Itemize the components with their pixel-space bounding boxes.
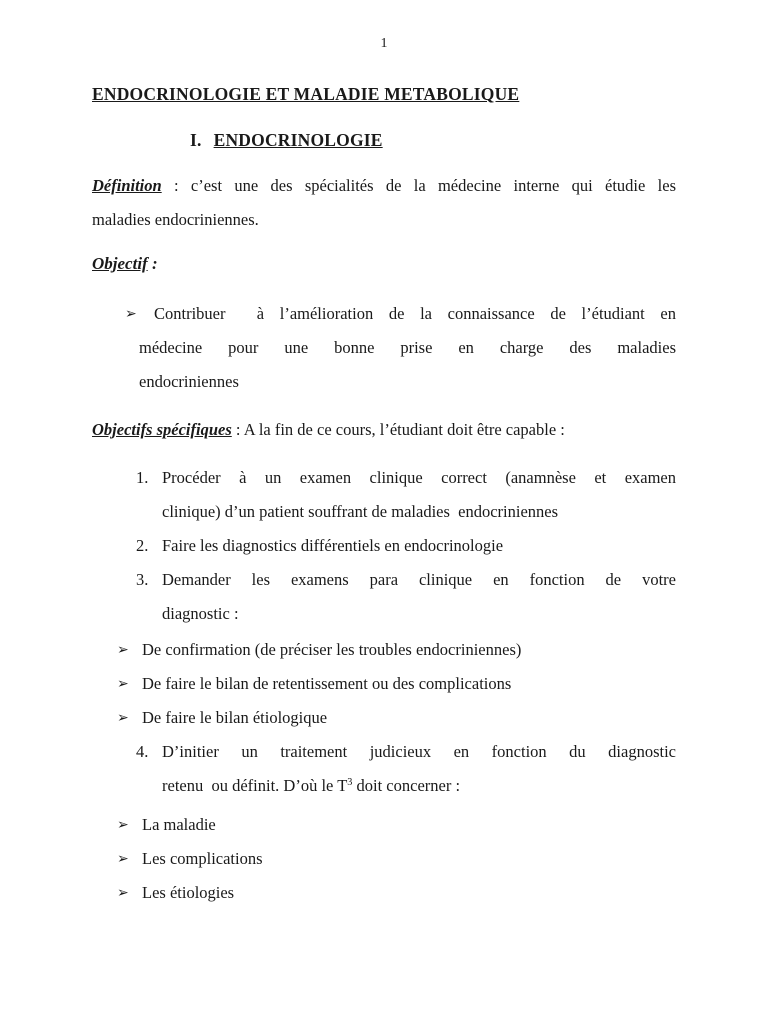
list-number-1: 1. (136, 468, 149, 487)
objectif-colon: : (147, 254, 158, 273)
objectifs-specifiques-label: Objectifs spécifiques (92, 420, 232, 439)
numbered-item-3-line-1: Demander les examens para clinique en fonction de votre (162, 570, 676, 589)
final-bullet-3-text: Les étiologies (142, 883, 235, 902)
confirmation-bullet-3 (92, 701, 676, 735)
numbered-item-3 (92, 563, 676, 631)
confirmation-bullet-2-text: De faire le bilan de retentissement ou des complications (142, 674, 512, 693)
objectif-bullet-item (92, 297, 676, 399)
objectifs-specifiques-text: : A la fin de ce cours, l’étudiant doit être capable : (231, 420, 565, 439)
definition-line-1-text: : c’est une des spécialités de la médecine interne qui étudie les (161, 176, 676, 195)
section-numeral: I. (190, 130, 202, 150)
final-bullet-2 (92, 842, 676, 876)
arrow-bullet-icon: ➢ (117, 817, 129, 833)
confirmation-bullet-3-text: De faire le bilan étiologique (142, 708, 328, 727)
list-number-3: 3. (136, 570, 149, 589)
confirmation-bullet-1 (92, 633, 676, 667)
definition-line-1 (92, 169, 676, 203)
confirmation-bullet-2 (92, 667, 676, 701)
numbered-item-2-line-1: Faire les diagnostics différentiels en endocrinologie (162, 536, 504, 555)
objectif-bullet-line-3: endocriniennes (139, 372, 239, 391)
arrow-bullet-icon: ➢ (125, 306, 137, 322)
arrow-bullet-icon: ➢ (117, 885, 129, 901)
numbered-item-1-line-2: clinique) d’un patient souffrant de maladies endocriniennes (162, 502, 559, 521)
arrow-bullet-icon: ➢ (117, 851, 129, 867)
list-number-2: 2. (136, 536, 149, 555)
numbered-item-1-line-1: Procéder à un examen clinique correct (anamnèse et examen (162, 468, 676, 487)
objectif-bullet-line-1: Contribuer à l’amélioration de la connaissance de l’étudiant en (154, 304, 676, 323)
numbered-item-4-line-2 (162, 769, 676, 806)
numbered-item-4-line-2-post: doit concerner : (352, 776, 461, 795)
final-bullet-2-text: Les complications (142, 849, 263, 868)
objectif-heading (92, 247, 676, 281)
arrow-bullet-icon: ➢ (117, 676, 129, 692)
definition-paragraph (92, 169, 676, 237)
section-title: ENDOCRINOLOGIE (213, 130, 383, 150)
section-heading (92, 123, 676, 157)
final-bullet-1 (92, 808, 676, 842)
definition-line-2: maladies endocriniennes. (92, 210, 259, 229)
list-number-4: 4. (136, 742, 149, 761)
numbered-item-2 (92, 529, 676, 563)
numbered-item-3-line-2: diagnostic : (162, 604, 239, 623)
final-bullet-3 (92, 876, 676, 910)
page-number: 1 (380, 36, 388, 51)
arrow-bullet-icon: ➢ (117, 642, 129, 658)
numbered-item-4-line-2-pre: retenu ou définit. D’où le T (162, 776, 348, 795)
numbered-item-1 (92, 461, 676, 529)
objectifs-specifiques-heading (92, 413, 676, 447)
arrow-bullet-icon: ➢ (117, 710, 129, 726)
confirmation-bullet-1-text: De confirmation (de préciser les troubles endocriniennes) (142, 640, 522, 659)
objectif-label: Objectif (92, 254, 148, 273)
objectif-bullet-line-2: médecine pour une bonne prise en charge des maladies (139, 338, 676, 357)
t3-superscript: 3 (347, 777, 353, 789)
final-bullet-1-text: La maladie (142, 815, 216, 834)
numbered-item-4-line-1: D’initier un traitement judicieux en fonction du diagnostic (162, 742, 676, 761)
document-title (92, 77, 676, 111)
numbered-item-4 (92, 735, 676, 806)
document-title-text: ENDOCRINOLOGIE ET MALADIE METABOLIQUE (92, 84, 520, 104)
definition-label: Définition (92, 176, 162, 195)
